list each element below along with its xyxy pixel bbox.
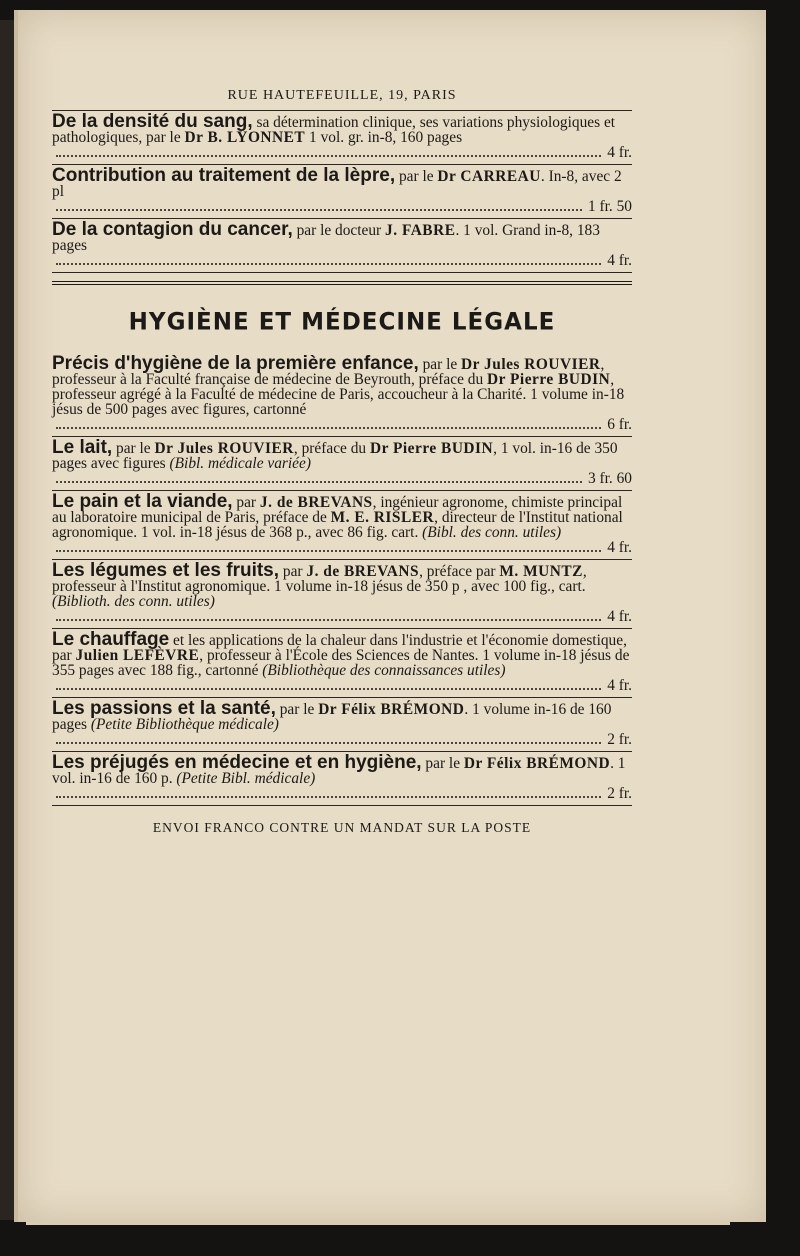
catalog-entry (52, 353, 632, 436)
entry-title: De la contagion du cancer, (52, 219, 293, 240)
entry-price: 1 fr. 50 (587, 198, 632, 215)
catalog-entry (52, 111, 632, 164)
dot-leader (56, 688, 601, 690)
section-title: HYGIÈNE ET MÉDECINE LÉGALE (128, 308, 556, 336)
dot-leader (56, 796, 601, 798)
entry-details: . 1 volume in-16 de 160 pages (52, 701, 612, 733)
catalog-entry (52, 165, 632, 218)
entry-author-secondary: M. MUNTZ (499, 563, 583, 580)
entry-author: Dr CARREAU (437, 168, 541, 185)
entry-text (52, 752, 632, 787)
entry-body: par le (112, 440, 155, 457)
entry-text (52, 698, 632, 733)
entry-collection: (Petite Bibliothèque médicale) (90, 716, 279, 733)
entry-rule (52, 272, 632, 273)
entry-price: 4 fr. (607, 252, 632, 269)
entry-details: 1 vol. gr. in-8, 160 pages (305, 129, 463, 146)
entry-rule (52, 805, 632, 806)
entry-price: 6 fr. (607, 416, 632, 433)
entry-author: Julien LEFÈVRE (75, 647, 200, 664)
entry-title: Contribution au traitement de la lèpre, (52, 165, 396, 186)
entry-details: , préface du (293, 440, 370, 457)
entry-collection: (Bibliothèque des connaissances utiles) (262, 662, 506, 679)
entry-body: par le (421, 755, 464, 772)
dot-leader (56, 742, 601, 744)
catalog-entry (52, 629, 632, 697)
entry-text (52, 353, 632, 418)
entry-body: sa détermination clinique, ses variations physiologiques et pathologiques, par le (52, 114, 616, 146)
entry-author: J. de BREVANS (259, 494, 373, 511)
entry-author: Dr Félix BRÉMOND (318, 701, 465, 718)
entry-price: 4 fr. (607, 677, 632, 694)
entry-details: , professeur à l'École des Sciences de Nantes. 1 volume in-18 jésus de 355 pages avec 188 fig., cartonné (52, 647, 630, 679)
entry-author: Dr Félix BRÉMOND (463, 755, 611, 772)
dot-leader (56, 155, 601, 157)
catalog-entry (52, 491, 632, 559)
catalog-entry (52, 437, 632, 490)
entry-price: 4 fr. (607, 539, 632, 556)
entry-author: Dr Jules ROUVIER (461, 356, 601, 373)
entry-price: 3 fr. 60 (587, 470, 632, 487)
dot-leader (56, 619, 601, 621)
entry-title: Précis d'hygiène de la première enfance, (52, 353, 419, 374)
entry-body: par le (275, 701, 319, 718)
entry-price: 2 fr. (607, 731, 632, 748)
price-line (52, 199, 632, 214)
entry-details: . 1 vol. Grand in-8, 183 pages (52, 222, 600, 254)
entry-details-secondary: , professeur à l'Institut agronomique. 1 volume in-18 jésus de 350 p , avec 100 fig., cart. (52, 563, 587, 595)
price-line (52, 678, 632, 693)
entry-text (52, 165, 632, 200)
entry-title: Les préjugés en médecine et en hygiène, (52, 752, 422, 773)
price-line (52, 786, 632, 801)
entry-author: Dr B. LYONNET (184, 129, 306, 146)
page-content (52, 88, 632, 836)
entry-collection: (Bibl. médicale variée) (169, 455, 311, 472)
entry-collection: (Petite Bibl. médicale) (176, 770, 316, 787)
entry-body: par (279, 563, 307, 580)
catalog-entry (52, 560, 632, 628)
entry-text (52, 111, 632, 146)
section-double-rule (52, 281, 632, 287)
entry-title: De la densité du sang, (52, 111, 253, 132)
entry-body: par le docteur (292, 222, 386, 239)
entry-text (52, 491, 632, 541)
price-line (52, 540, 632, 555)
entry-author: J. FABRE (385, 222, 456, 239)
entry-text (52, 560, 632, 610)
price-line (52, 145, 632, 160)
footer-note: ENVOI FRANCO CONTRE UN MANDAT SUR LA POSTE (152, 820, 532, 835)
entry-text (52, 629, 632, 679)
entry-body: par le (395, 168, 438, 185)
entry-details-secondary: , professeur agrégé à la Faculté de médecine de Paris, accoucheur à la Charité. 1 volume in-18 jésus de 500 pages avec figures, cartonné (52, 371, 625, 418)
entry-collection: (Bibl. des conn. utiles) (422, 524, 562, 541)
entry-body: et les applications de la chaleur dans l'industrie et l'économie domestique, par (52, 632, 627, 664)
running-header: RUE HAUTEFEUILLE, 19, PARIS (227, 88, 457, 103)
entry-price: 2 fr. (607, 785, 632, 802)
price-line (52, 471, 632, 486)
entry-details: . 1 vol. in-16 de 160 p. (52, 755, 626, 787)
entry-details-secondary: , 1 vol. in-16 de 350 pages avec figures (52, 440, 618, 472)
dot-leader (56, 209, 582, 211)
entry-author: Dr Jules ROUVIER (154, 440, 294, 457)
entry-body: par (232, 494, 260, 511)
entry-title: Le lait, (52, 437, 113, 458)
entry-text (52, 219, 632, 254)
entry-author-secondary: Dr Pierre BUDIN (487, 371, 611, 388)
catalog-entry (52, 698, 632, 751)
price-line (52, 417, 632, 432)
entry-text (52, 437, 632, 472)
top-entry-list (52, 111, 632, 273)
dot-leader (56, 481, 582, 483)
entry-author: J. de BREVANS (306, 563, 420, 580)
price-line (52, 732, 632, 747)
entry-body: par le (418, 356, 462, 373)
entry-price: 4 fr. (607, 144, 632, 161)
entry-details: , préface par (419, 563, 500, 580)
entry-details: , ingénieur agronome, chimiste principal au laboratoire municipal de Paris, préface de (52, 494, 623, 526)
entry-title: Les passions et la santé, (52, 698, 276, 719)
book-spine (0, 20, 14, 1220)
dot-leader (56, 427, 601, 429)
entry-title: Les légumes et les fruits, (52, 560, 280, 581)
entry-details: , professeur à la Faculté française de médecine de Beyrouth, préface du (52, 356, 605, 388)
entry-details-secondary: , directeur de l'Institut national agronomique. 1 vol. in-18 jésus de 368 p., avec 86 fig. cart. (52, 509, 623, 541)
entry-details: . In-8, avec 2 pl (52, 168, 622, 200)
entry-author-secondary: Dr Pierre BUDIN (369, 440, 494, 457)
catalog-entry (52, 752, 632, 805)
entry-price: 4 fr. (607, 608, 632, 625)
price-line (52, 609, 632, 624)
price-line (52, 253, 632, 268)
dot-leader (56, 550, 601, 552)
entry-author-secondary: M. E. RISLER (330, 509, 435, 526)
entry-title: Le pain et la viande, (52, 491, 233, 512)
entry-list (52, 353, 632, 806)
entry-collection: (Biblioth. des conn. utiles) (52, 593, 215, 610)
entry-title: Le chauffage (52, 629, 170, 650)
dot-leader (56, 263, 601, 265)
catalog-entry (52, 219, 632, 272)
